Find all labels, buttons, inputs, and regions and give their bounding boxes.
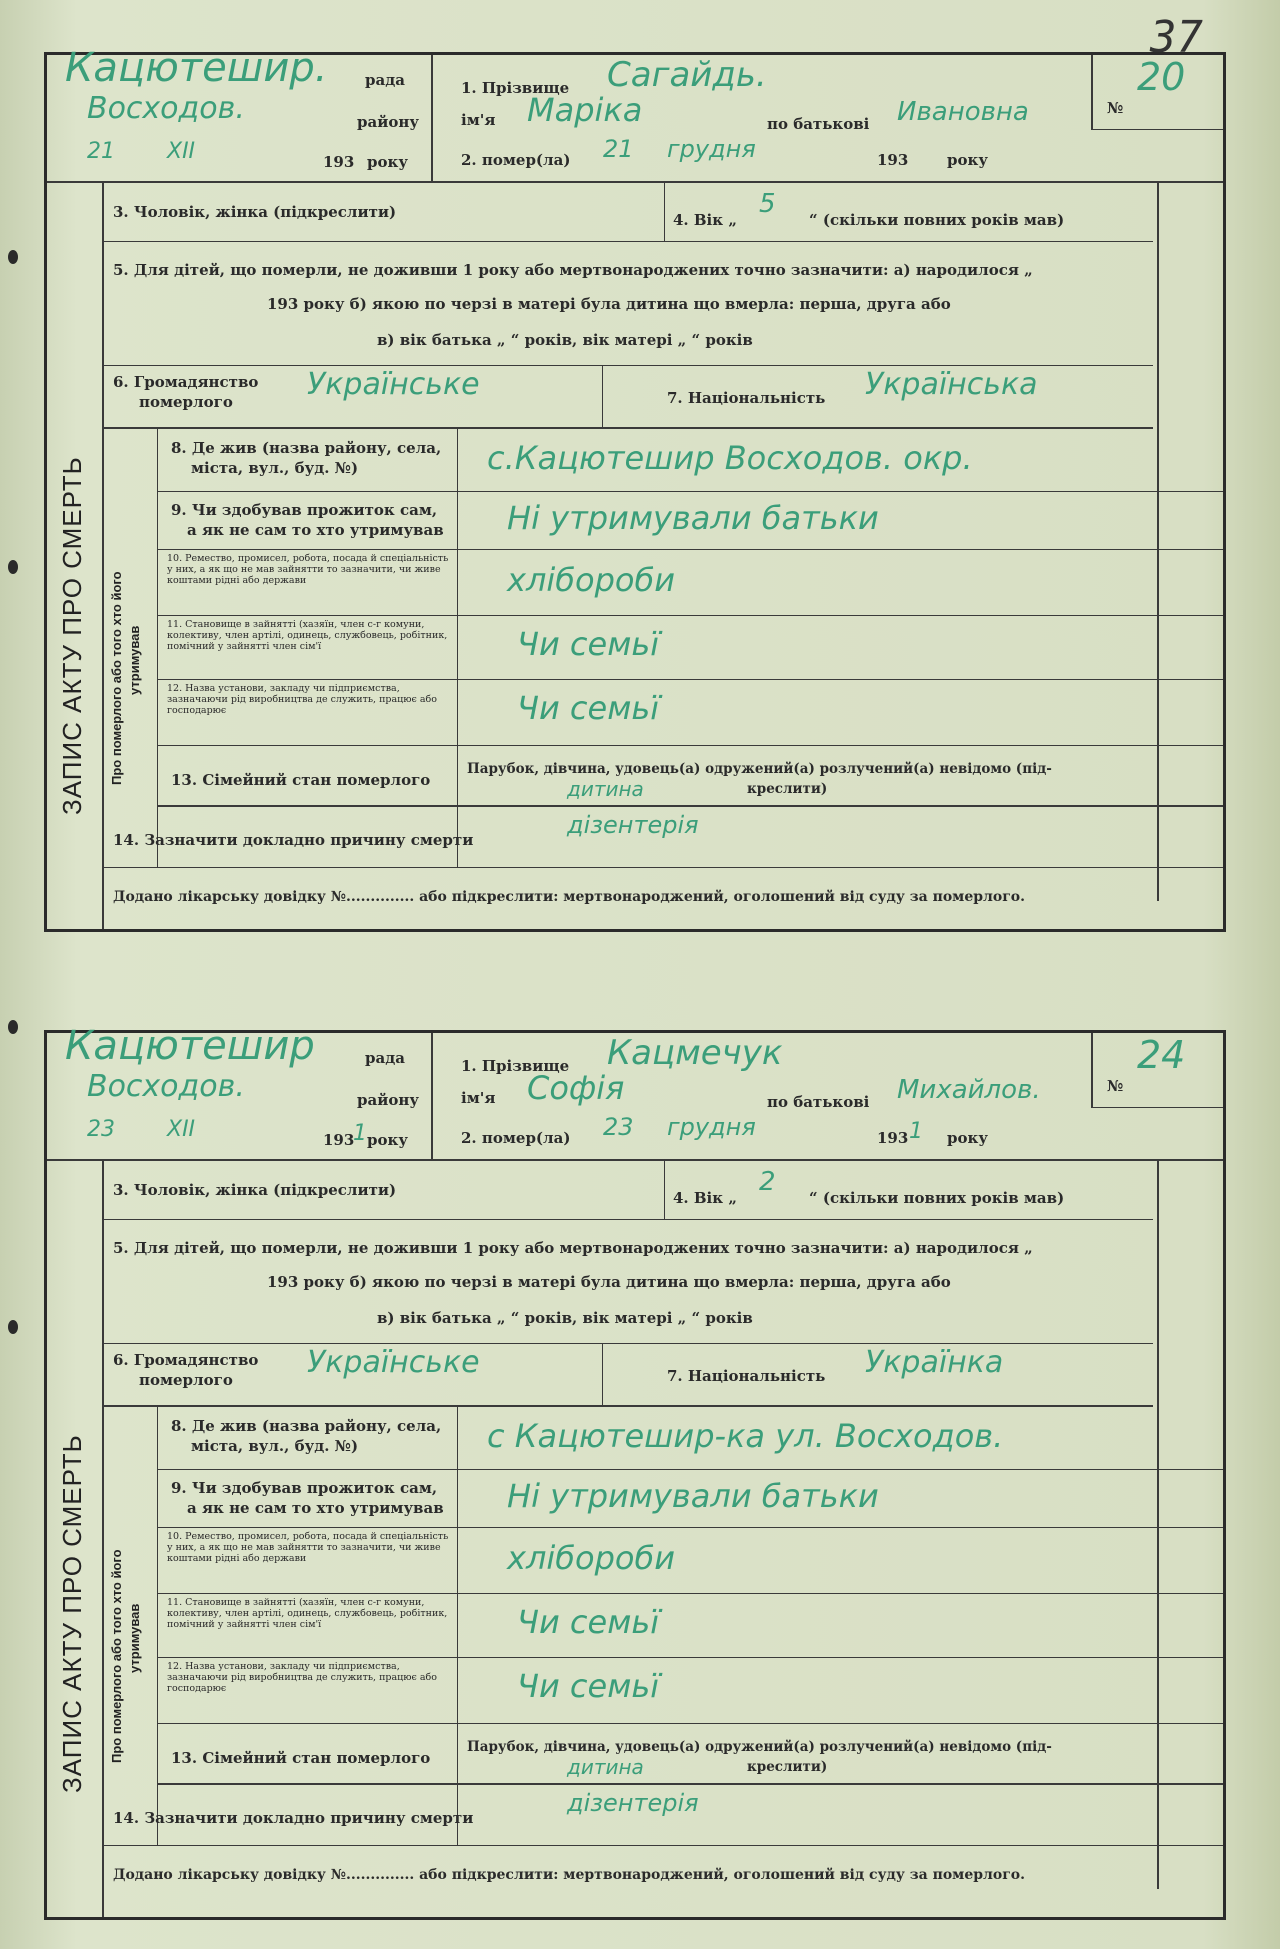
name-label: ім'я [461,111,496,129]
family-status-options: Парубок, дівчина, удовець(а) одружений(а) розлучений(а) невідомо (під- [467,761,1052,777]
livelihood-value: Ні утримували батьки [507,1477,879,1515]
binder-hole [8,560,18,574]
page-number: 37 [1150,12,1203,63]
reg-month: XII [167,1117,196,1142]
side-subtitle-2: утримував [127,625,142,695]
surname: Кацмечук [607,1033,783,1073]
death-month: грудня [667,1113,756,1141]
citizenship-label: 6. Громадянство [113,373,259,391]
reg-day: 23 [87,1117,115,1142]
cause-value: дізентерія [567,811,699,839]
patronymic-label: по батькові [767,115,870,133]
rada-label: рада [365,1049,405,1067]
number-label: № [1107,1077,1124,1095]
occupation-label: 10. Ремество, промисел, робота, посада й спеціальність у них, а як що не мав зайнятти то зазначити, чи живе коштами рідні або держави [167,1531,449,1564]
position-value: Чи семьї [517,625,660,663]
binder-hole [8,250,18,264]
livelihood-label: 9. Чи здобував прожиток сам, [171,501,438,519]
side-title: ЗАПИС АКТУ ПРО СМЕРТЬ [57,456,87,815]
death-roku-label: року [947,151,988,169]
citizenship-label-2: померлого [139,393,233,411]
surname-label: 1. Прізвище [461,79,570,97]
patronymic: Ивановна [897,97,1029,127]
family-status-options-2: креслити) [747,1759,828,1775]
residence-value: с.Кацютешир Восходов. окр. [487,439,973,477]
name-label: ім'я [461,1089,496,1107]
death-year-label: 193 [877,1129,909,1147]
age-label-b: “ (скільки повних років мав) [809,211,1065,229]
child-info-label: 5. Для дітей, що померли, не доживши 1 року або мертвонароджених точно зазначити: а) народилося „ [113,1239,1033,1257]
death-record-form [44,45,1226,932]
rada-label: рада [365,71,405,89]
cause-label: 14. Зазначити докладно причину смерти [113,1809,474,1827]
death-date-label: 2. помер(ла) [461,1129,571,1147]
livelihood-label-2: а як не сам то хто утримував [187,521,444,539]
side-subtitle: Про померлого або того хто його [109,571,124,785]
livelihood-value: Ні утримували батьки [507,499,879,537]
child-info-label-3: в) вік батька „ “ років, вік матері „ “ років [377,1309,753,1327]
family-status-value: дитина [567,1755,644,1779]
sex-label: 3. Чоловік, жінка (підкреслити) [113,203,397,221]
employer-value: Чи семьї [517,689,660,727]
age-label-b: “ (скільки повних років мав) [809,1189,1065,1207]
side-title: ЗАПИС АКТУ ПРО СМЕРТЬ [57,1434,87,1793]
residence-label-2: міста, вул., буд. №) [191,1437,359,1455]
family-status-label: 13. Сімейний стан померлого [171,1749,431,1767]
binder-hole [8,1020,18,1034]
death-record-form [44,1023,1226,1920]
family-status-label: 13. Сімейний стан померлого [171,771,431,789]
death-day: 23 [603,1113,634,1141]
district-name: Восходов. [87,1069,245,1104]
citizenship-label-2: померлого [139,1371,233,1389]
footer-note: Додано лікарську довідку №.............. або підкреслити: мертвонароджений, оголошений від суду за померлого. [113,889,1026,905]
first-name: Марiка [527,91,643,129]
record-number: 20 [1137,55,1186,99]
year-label: 193 [323,153,355,171]
employer-label: 12. Назва установи, закладу чи підприємства, зазначаючи рід виробництва де служить, працює або господарює [167,1661,437,1694]
death-date-label: 2. помер(ла) [461,151,571,169]
nationality-value: Українська [865,367,1038,402]
nationality-label: 7. Національність [667,1367,826,1385]
number-label: № [1107,99,1124,117]
child-info-label-2: 193 року б) якою по черзі в матері була дитина що вмерла: перша, друга або [267,1273,951,1291]
council-name: Кацютешир [65,1023,315,1069]
side-subtitle: Про померлого або того хто його [109,1549,124,1763]
residence-value: с Кацютешир-ка ул. Восходов. [487,1417,1004,1455]
surname: Сагайдь. [607,55,767,95]
patronymic: Михайлов. [897,1075,1041,1105]
nationality-value: Українка [865,1345,1004,1380]
age-value: 5 [759,189,776,219]
position-value: Чи семьї [517,1603,660,1641]
cause-label: 14. Зазначити докладно причину смерти [113,831,474,849]
reg-day: 21 [87,139,115,164]
residence-label: 8. Де жив (назва району, села, [171,439,442,457]
position-label: 11. Становище в зайнятті (хазяїн, член с-г комуни, колективу, член артілі, одинець, службовець, робітник, помічний у зайнятті член сім'ї [167,619,448,652]
death-day: 21 [603,135,634,163]
residence-label: 8. Де жив (назва району, села, [171,1417,442,1435]
reg-month: XII [167,139,196,164]
cause-value: дізентерія [567,1789,699,1817]
livelihood-label-2: а як не сам то хто утримував [187,1499,444,1517]
death-year-label: 193 [877,151,909,169]
age-label-a: 4. Вік „ [673,1189,737,1207]
occupation-value: хлібороби [507,561,676,599]
family-status-value: дитина [567,777,644,801]
death-year-suffix: 1 [909,1119,923,1144]
child-info-label-3: в) вік батька „ “ років, вік матері „ “ років [377,331,753,349]
roku-label: року [367,153,408,171]
first-name: Софiя [527,1069,625,1107]
roku-label: року [367,1131,408,1149]
age-label-a: 4. Вік „ [673,211,737,229]
death-month: грудня [667,135,756,163]
year-label: 193 [323,1131,355,1149]
sex-label: 3. Чоловік, жінка (підкреслити) [113,1181,397,1199]
employer-label: 12. Назва установи, закладу чи підприємства, зазначаючи рід виробництва де служить, працює або господарює [167,683,437,716]
position-label: 11. Становище в зайнятті (хазяїн, член с-г комуни, колективу, член артілі, одинець, службовець, робітник, помічний у зайнятті член сім'ї [167,1597,448,1630]
death-roku-label: року [947,1129,988,1147]
citizenship-value: Українське [307,367,480,402]
rayonu-label: району [357,113,419,131]
residence-label-2: міста, вул., буд. №) [191,459,359,477]
surname-label: 1. Прізвище [461,1057,570,1075]
side-subtitle-2: утримував [127,1603,142,1673]
child-info-label-2: 193 року б) якою по черзі в матері була дитина що вмерла: перша, друга або [267,295,951,313]
employer-value: Чи семьї [517,1667,660,1705]
council-name: Кацютешир. [65,45,328,91]
family-status-options: Парубок, дівчина, удовець(а) одружений(а) розлучений(а) невідомо (під- [467,1739,1052,1755]
patronymic-label: по батькові [767,1093,870,1111]
occupation-label: 10. Ремество, промисел, робота, посада й спеціальність у них, а як що не мав зайнятти то зазначити, чи живе коштами рідні або держави [167,553,449,586]
child-info-label: 5. Для дітей, що померли, не доживши 1 року або мертвонароджених точно зазначити: а) народилося „ [113,261,1033,279]
record-number: 24 [1137,1033,1186,1077]
district-name: Восходов. [87,91,245,126]
livelihood-label: 9. Чи здобував прожиток сам, [171,1479,438,1497]
reg-year-suffix: 1 [353,1121,367,1146]
occupation-value: хлібороби [507,1539,676,1577]
citizenship-value: Українське [307,1345,480,1380]
family-status-options-2: креслити) [747,781,828,797]
footer-note: Додано лікарську довідку №.............. або підкреслити: мертвонароджений, оголошений від суду за померлого. [113,1867,1026,1883]
rayonu-label: району [357,1091,419,1109]
citizenship-label: 6. Громадянство [113,1351,259,1369]
age-value: 2 [759,1167,776,1197]
binder-hole [8,1320,18,1334]
nationality-label: 7. Національність [667,389,826,407]
